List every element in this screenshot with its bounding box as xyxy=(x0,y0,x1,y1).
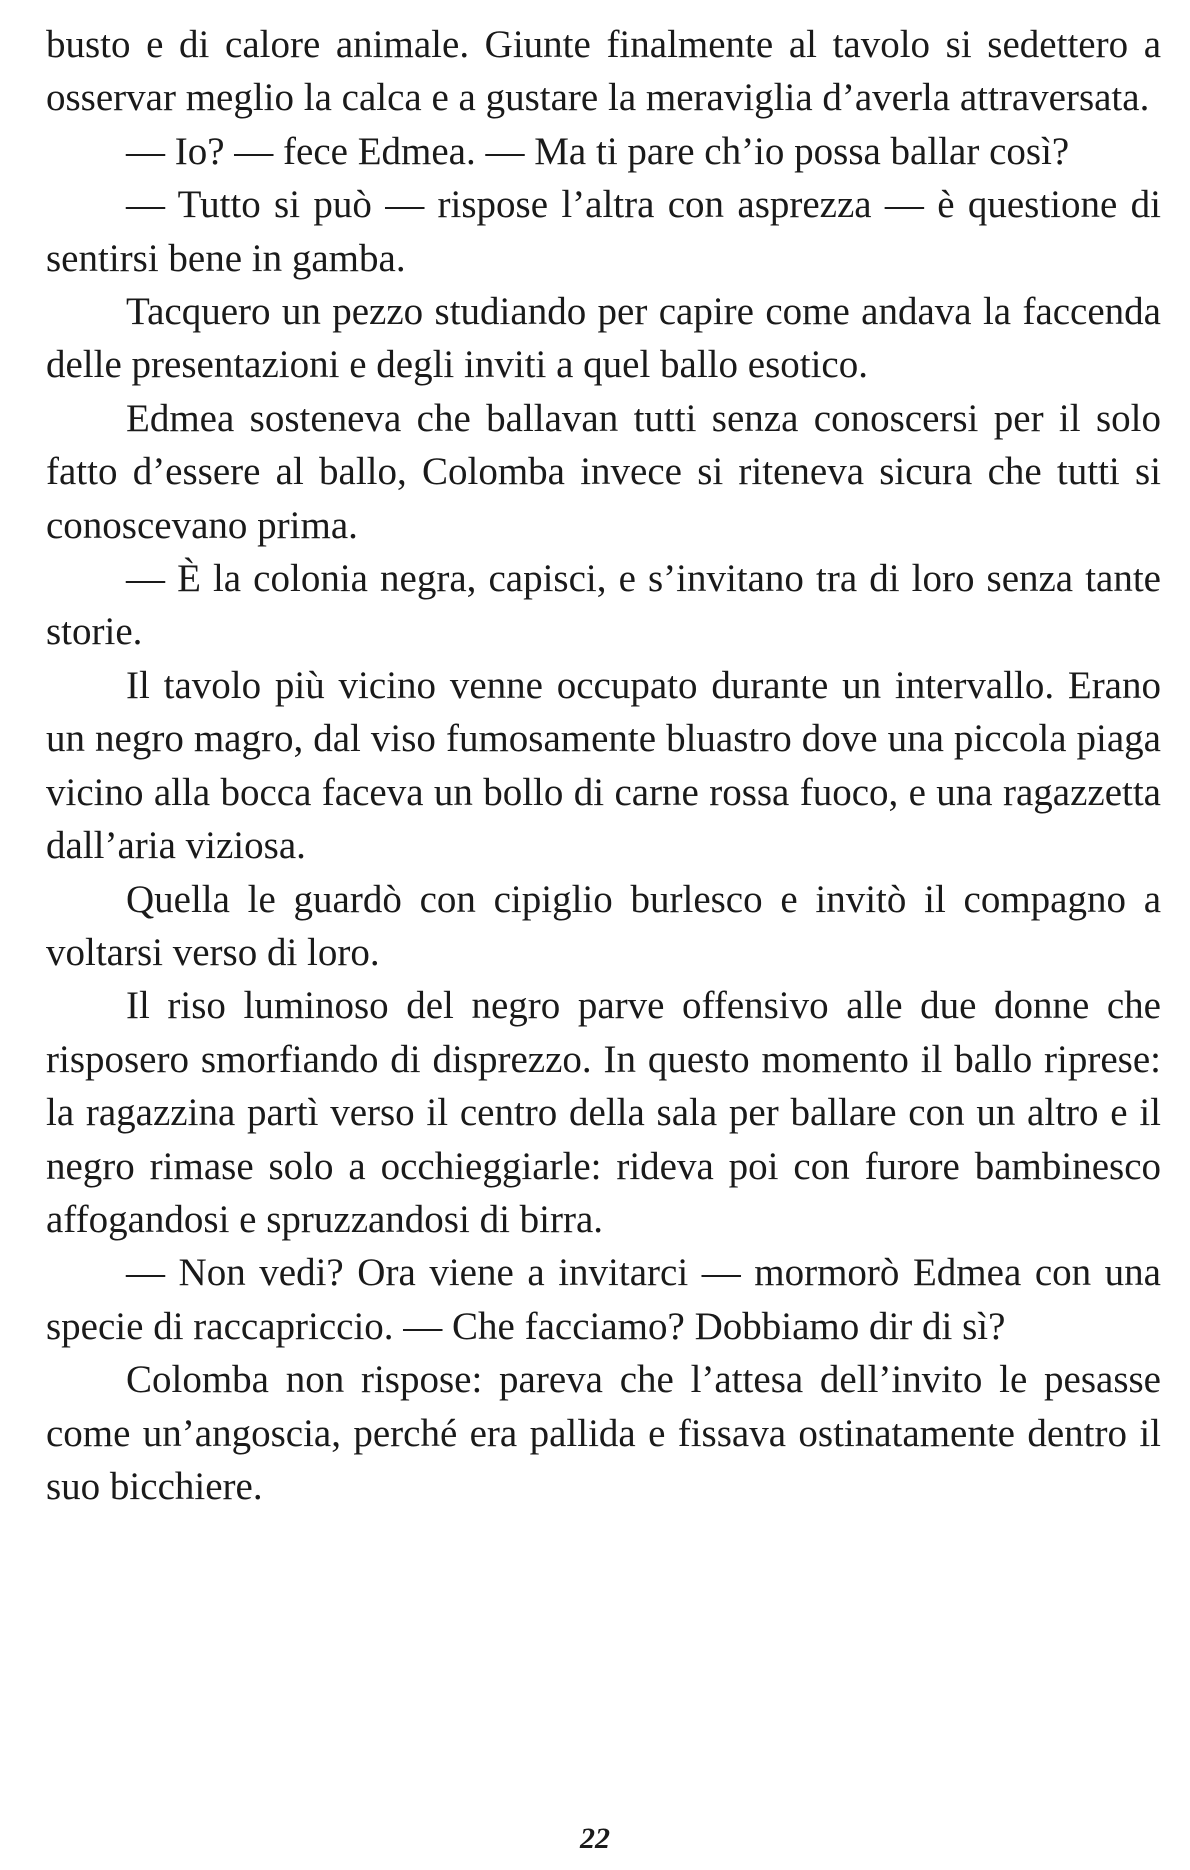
paragraph: Il riso luminoso del negro parve offensivo alle due donne che risposero smorfiando di disprezzo. In questo momento il ballo riprese: la ragazzina partì verso il centro della sala per ballare con un altro e il negro rimase solo a occhieggiarle: rideva poi con furore bambinesco affogandosi e spruzzandosi di birra. xyxy=(46,984,1161,1241)
paragraph: Colomba non rispose: pareva che l’attesa dell’invito le pesasse come un’angoscia, perché era pallida e fissava ostinatamente dentro il suo bicchiere. xyxy=(46,1358,1161,1508)
page-body xyxy=(46,18,1161,1513)
paragraph: Quella le guardò con cipiglio burlesco e invitò il compagno a voltarsi verso di loro. xyxy=(46,877,1161,974)
paragraph: busto e di calore animale. Giunte finalmente al tavolo si sedettero a osservar meglio la calca e a gustare la meraviglia d’averla attraversata. xyxy=(46,23,1161,120)
paragraph: — Io? — fece Edmea. — Ma ti pare ch’io possa ballar così? xyxy=(126,129,1070,173)
paragraph: — È la colonia negra, capisci, e s’invitano tra di loro senza tante storie. xyxy=(46,557,1161,654)
paragraph: — Tutto si può — rispose l’altra con asprezza — è questione di sentirsi bene in gamba. xyxy=(46,183,1161,280)
paragraph: Edmea sosteneva che ballavan tutti senza conoscersi per il solo fatto d’essere al ballo, Colomba invece si riteneva sicura che tutti si conoscevano prima. xyxy=(46,396,1161,547)
paragraph: — Non vedi? Ora viene a invitarci — mormorò Edmea con una specie di raccapriccio. — Che facciamo? Dobbiamo dir di sì? xyxy=(46,1251,1161,1348)
page-number: 22 xyxy=(580,1822,610,1855)
paragraph: Il tavolo più vicino venne occupato durante un intervallo. Erano un negro magro, dal viso fumosamente bluastro dove una piccola piaga vicino alla bocca faceva un bollo di carne rossa fuoco, e una ragazzetta dall’aria viziosa. xyxy=(46,663,1161,868)
paragraph: Tacquero un pezzo studiando per capire come andava la faccenda delle presentazioni e degli inviti a quel ballo esotico. xyxy=(46,290,1161,387)
